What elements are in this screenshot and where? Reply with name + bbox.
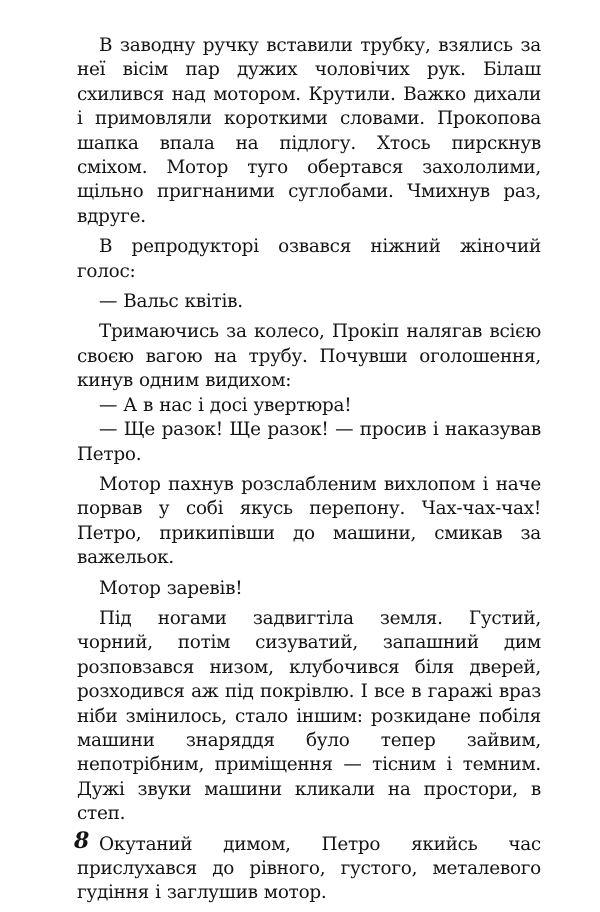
paragraph-7: Мотор пахнув розслабленим вихлопом і наче порвав у собі якусь перепону. Чах-чах-чах! Петро, прикипівши до машини, смикав за важельок. xyxy=(77,473,541,569)
page-number: 8 xyxy=(74,828,90,854)
paragraph-4: Тримаючись за колесо, Прокіп налягав всією своєю вагою на трубу. Почувши оголошення, кинув одним видихом: xyxy=(77,321,541,392)
page-text-block xyxy=(77,34,541,912)
paragraph-2: В репродукторі озвався ніжний жіночий голос: xyxy=(77,236,541,282)
paragraph-6: — Ще разок! Ще разок! — просив і наказував Петро. xyxy=(77,419,541,465)
paragraph-9: Під ногами задвигтіла земля. Густий, чорний, потім сизуватий, запашний дим розповзався низом, клубочився біля дверей, розходився аж під покрівлю. І все в гаражі враз ніби змінилось, стало іншим: розкидане побіля машини знаряддя було тепер зайвим, непотрібним, приміщення — тісним і темним. Дужі звуки машини кликали на простори, в степ. xyxy=(77,607,541,825)
paragraph-10: Окутаний димом, Петро якийсь час прислухався до рівного, густого, металевого гудіння і заглушив мотор. xyxy=(77,833,541,904)
paragraph-3: — Вальс квітів. xyxy=(99,291,243,313)
paragraph-8: Мотор заревів! xyxy=(99,577,243,599)
paragraph-5: — А в нас і досі увертюра! xyxy=(99,394,352,416)
paragraph-1: В заводну ручку вставили трубку, взялись за неї вісім пар дужих чоловічих рук. Білаш схилився над мотором. Крутили. Важко дихали і примовляли короткими словами. Прокопова шапка впала на підлогу. Хтось пирскнув сміхом. Мотор туго обертався захололими, щільно пригнаними суглобами. Чмихнув раз, вдруге. xyxy=(77,35,541,227)
